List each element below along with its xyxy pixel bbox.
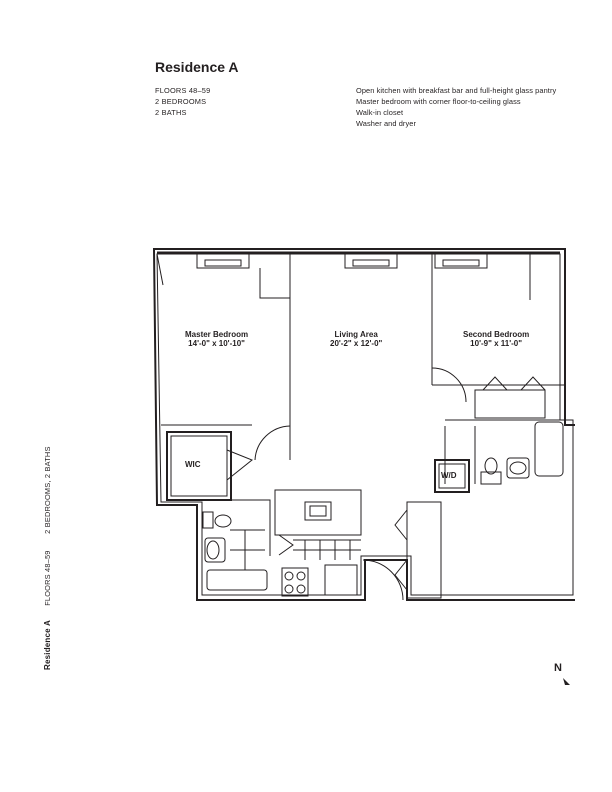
bathtub — [535, 422, 563, 476]
kitchen-counter — [275, 490, 361, 535]
glass-pantry — [407, 502, 441, 598]
feature-item: Open kitchen with breakfast bar and full-height glass pantry — [356, 86, 557, 95]
master-bedroom-label: Master Bedroom 14'-0" x 10'-10" — [185, 330, 249, 348]
north-arrow-icon — [563, 678, 571, 686]
side-caption — [43, 446, 52, 670]
feature-item: Master bedroom with corner floor-to-ceiling glass — [356, 97, 521, 106]
wd-label: W/D — [441, 471, 457, 480]
unit-specs — [155, 85, 210, 118]
fridge — [325, 565, 357, 595]
closet — [475, 390, 545, 418]
spec-bedrooms: 2 BEDROOMS — [155, 97, 207, 106]
spec-baths: 2 BATHS — [155, 108, 187, 117]
residence-title: Residence A — [155, 59, 239, 75]
kitchen-sink — [305, 502, 331, 520]
feature-list — [356, 85, 556, 129]
north-indicator: N — [554, 662, 562, 674]
bathtub — [207, 570, 267, 590]
living-area-label: Living Area 20'-2" x 12'-0" — [330, 330, 383, 348]
spec-floors: FLOORS 48–59 — [155, 86, 211, 95]
side-caption-title: Residence A — [43, 620, 52, 670]
feature-item: Washer and dryer — [356, 119, 417, 128]
side-caption-floors: FLOORS 48–59 — [43, 550, 52, 606]
feature-item: Walk-in closet — [356, 108, 404, 117]
floor-plan-drawing — [145, 240, 575, 610]
wic-label: WIC — [185, 460, 201, 469]
side-caption-info: 2 BEDROOMS, 2 BATHS — [43, 446, 52, 534]
second-bedroom-label: Second Bedroom 10'-9" x 11'-0" — [463, 330, 530, 348]
floor-plan — [145, 240, 575, 615]
